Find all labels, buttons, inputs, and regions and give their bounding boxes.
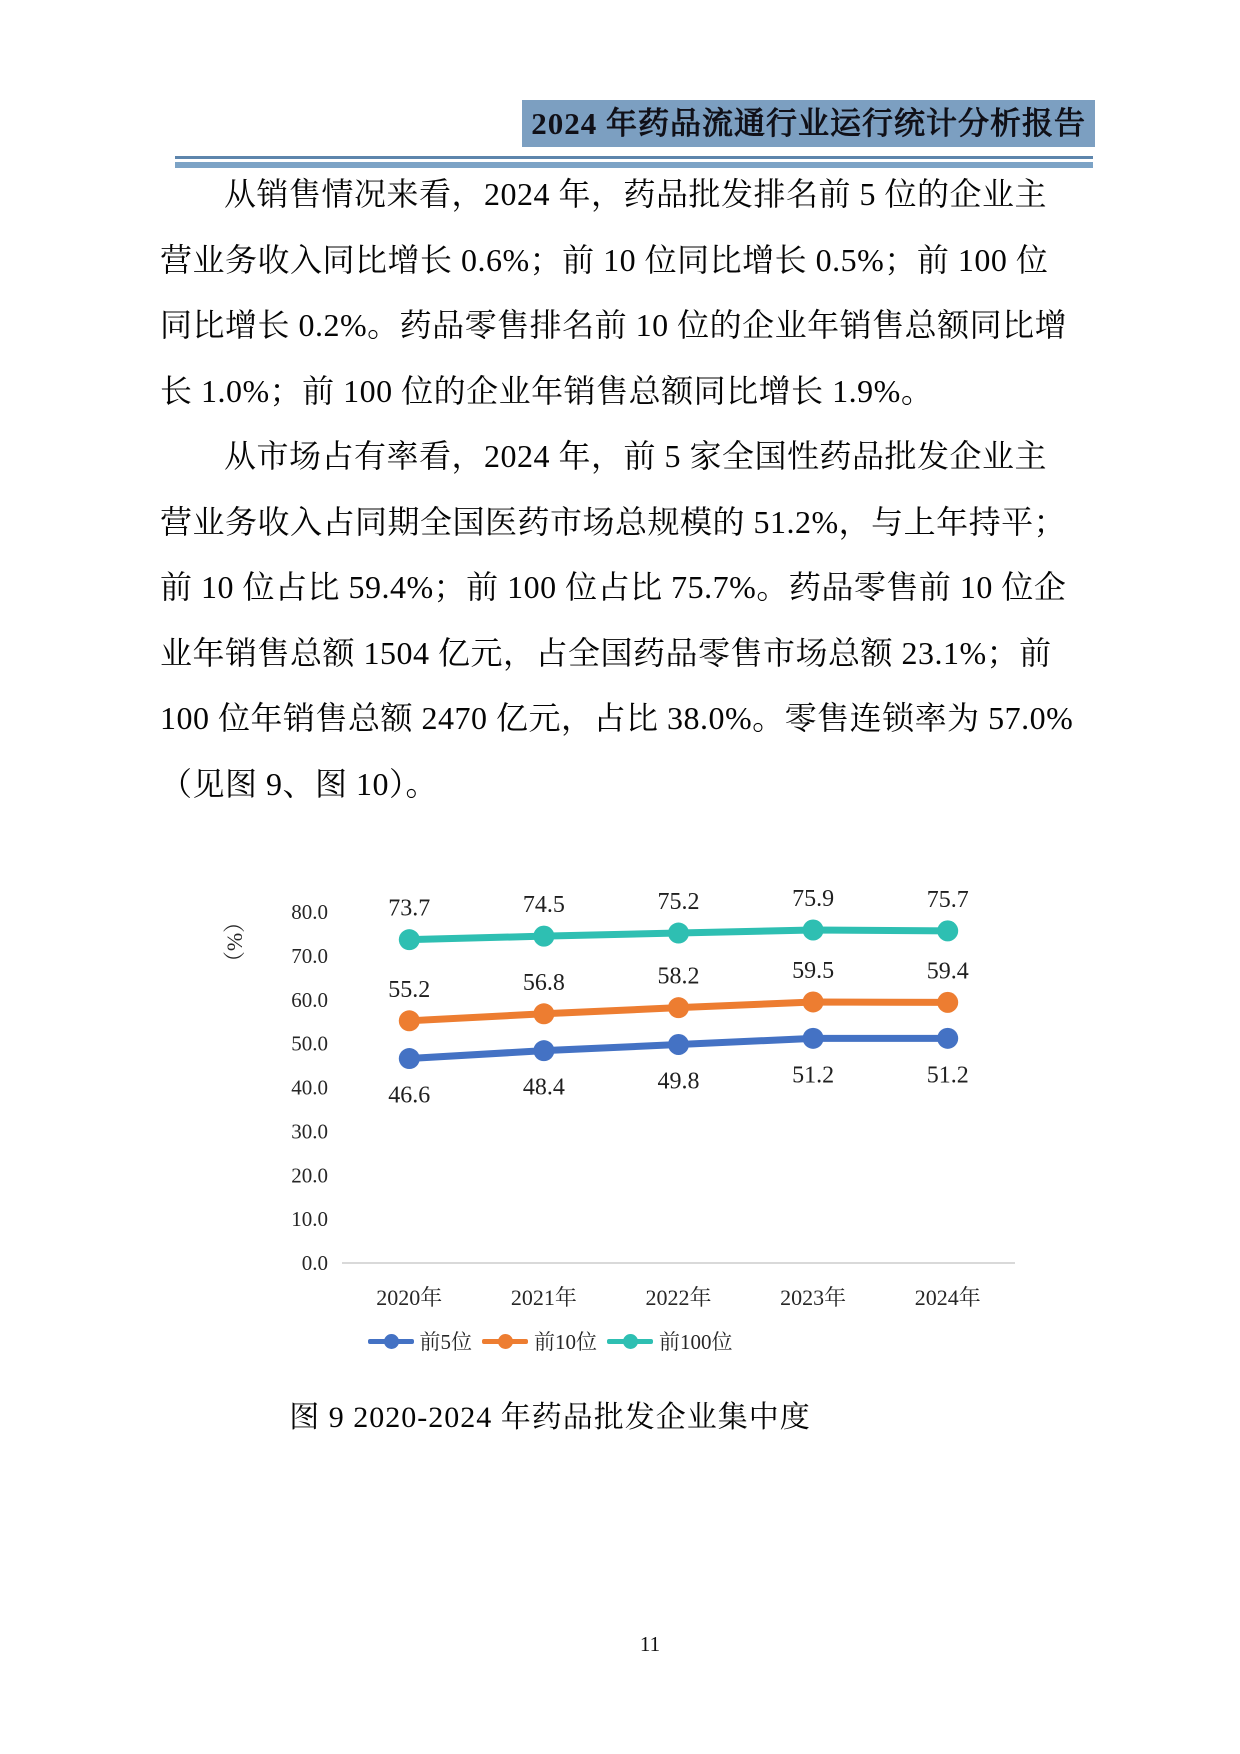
legend-label: 前5位 (419, 1330, 472, 1354)
legend-line-dot-icon (607, 1331, 653, 1351)
legend-item-前100位 (607, 1326, 733, 1356)
legend-label: 前100位 (659, 1330, 733, 1354)
page-number: 11 (639, 1632, 661, 1656)
data-point-前100位-2021年 (533, 926, 554, 947)
data-label-前10位-2021年: 56.8 (522, 969, 565, 996)
figure-caption: 图 9 2020-2024 年药品批发企业集中度 (289, 1401, 811, 1434)
data-point-前5位-2021年 (533, 1040, 554, 1061)
body-text (160, 162, 1098, 817)
chart-plot-area (180, 880, 1100, 1330)
legend-line-dot-icon (368, 1331, 414, 1351)
y-axis-tick-label: 30.0 (291, 1119, 328, 1144)
data-label-前10位-2023年: 59.5 (792, 957, 835, 984)
divider-thin-line (175, 156, 1093, 159)
x-axis-label-2024年: 2024年 (914, 1285, 981, 1310)
legend-label: 前10位 (534, 1330, 597, 1354)
paragraph-2-line-1: 从市场占有率看，2024 年，前 5 家全国性药品批发企业主 (224, 438, 1048, 474)
x-axis-label-2023年: 2023年 (780, 1285, 847, 1310)
data-point-前100位-2024年 (937, 920, 958, 941)
y-axis-tick-label: 40.0 (291, 1075, 328, 1100)
concentration-line-chart (180, 880, 1100, 1330)
data-label-前10位-2024年: 59.4 (926, 958, 969, 985)
paragraph-2-line-3: 前 10 位占比 59.4%；前 100 位占比 75.7%。药品零售前 10 位企 (160, 569, 1067, 605)
data-point-前10位-2021年 (533, 1003, 554, 1024)
data-point-前5位-2022年 (668, 1034, 689, 1055)
paragraph-2-line-6: （见图 9、图 10）。 (160, 765, 439, 802)
data-point-前100位-2020年 (399, 929, 420, 950)
paragraph-2-line-4: 业年销售总额 1504 亿元，占全国药品零售市场总额 23.1%；前 (160, 634, 1052, 671)
data-label-前5位-2022年: 49.8 (657, 1068, 700, 1095)
data-label-前100位-2023年: 75.9 (792, 885, 835, 912)
data-point-前5位-2020年 (399, 1048, 420, 1069)
data-point-前10位-2020年 (399, 1010, 420, 1031)
paragraph-2-line-5: 100 位年销售总额 2470 亿元，占比 38.0%。零售连锁率为 57.0% (160, 700, 1074, 736)
data-label-前5位-2023年: 51.2 (792, 1062, 835, 1089)
y-axis-tick-label: 70.0 (291, 943, 328, 968)
y-axis-unit-label: （%） (222, 910, 247, 974)
data-point-前10位-2022年 (668, 997, 689, 1018)
x-axis-label-2022年: 2022年 (645, 1285, 712, 1310)
paragraph-1-line-2: 营业务收入同比增长 0.6%；前 10 位同比增长 0.5%；前 100 位 (160, 241, 1049, 278)
data-label-前100位-2022年: 75.2 (657, 889, 700, 916)
data-label-前10位-2022年: 58.2 (657, 963, 700, 990)
data-label-前100位-2021年: 74.5 (522, 892, 565, 919)
y-axis-tick-label: 0.0 (301, 1251, 328, 1275)
paragraph-1-line-3: 同比增长 0.2%。药品零售排名前 10 位的企业年销售总额同比增 (160, 307, 1068, 343)
paragraph-1-line-1: 从销售情况来看，2024 年，药品批发排名前 5 位的企业主 (224, 176, 1048, 212)
data-point-前5位-2024年 (937, 1028, 958, 1049)
legend-item-前10位 (482, 1326, 597, 1356)
y-axis-tick-label: 60.0 (291, 987, 328, 1012)
data-label-前5位-2024年: 51.2 (926, 1062, 969, 1089)
chart-legend (140, 1326, 960, 1356)
data-point-前5位-2023年 (803, 1028, 824, 1049)
paragraph-2-line-2: 营业务收入占同期全国医药市场总规模的 51.2%，与上年持平； (160, 503, 1067, 540)
y-axis-tick-label: 50.0 (291, 1031, 328, 1056)
data-label-前5位-2021年: 48.4 (522, 1074, 565, 1101)
data-point-前100位-2022年 (668, 923, 689, 944)
data-point-前100位-2023年 (803, 919, 824, 940)
x-axis-label-2020年: 2020年 (376, 1285, 443, 1310)
y-axis-tick-label: 20.0 (291, 1163, 328, 1188)
data-label-前100位-2024年: 75.7 (926, 886, 969, 913)
data-label-前100位-2020年: 73.7 (388, 895, 431, 922)
y-axis-tick-label: 80.0 (291, 900, 328, 924)
data-label-前10位-2020年: 55.2 (388, 976, 431, 1003)
legend-line-dot-icon (482, 1331, 528, 1351)
paragraph-1-line-4: 长 1.0%；前 100 位的企业年销售总额同比增长 1.9%。 (160, 372, 934, 409)
data-label-前5位-2020年: 46.6 (388, 1082, 431, 1109)
legend-item-前5位 (368, 1326, 473, 1356)
y-axis-tick-label: 10.0 (291, 1207, 328, 1232)
x-axis-label-2021年: 2021年 (510, 1285, 577, 1310)
data-point-前10位-2023年 (803, 991, 824, 1012)
report-header-title: 2024 年药品流通行业运行统计分析报告 (522, 100, 1095, 147)
data-point-前10位-2024年 (937, 992, 958, 1013)
